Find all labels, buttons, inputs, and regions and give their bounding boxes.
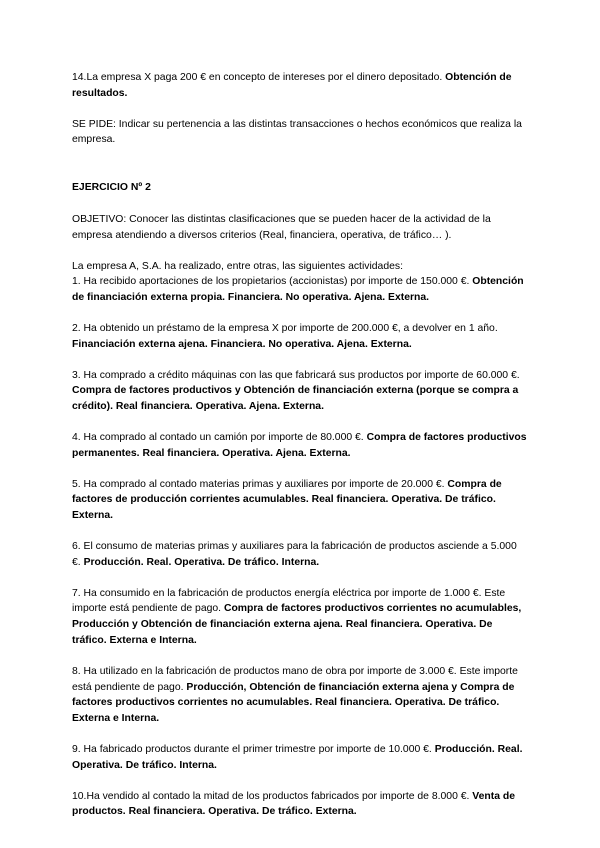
intro-line: La empresa A, S.A. ha realizado, entre otras, las siguientes actividades:: [72, 260, 403, 272]
item-10-answer: Venta de productos. Real financiera. Operativa. De tráfico. Externa.: [72, 790, 516, 818]
item-6-answer: Producción. Real. Operativa. De tráfico. Interna.: [83, 556, 320, 568]
item-3: [72, 368, 528, 415]
item-3-text: 3. Ha comprado a crédito máquinas con las que fabricará sus productos por importe de 60.000 €.: [72, 369, 520, 381]
item-10: [72, 789, 528, 821]
document-page: [72, 70, 528, 835]
item-7: [72, 586, 528, 649]
item-2-answer: Financiación externa ajena. Financiera. No operativa. Ajena. Externa.: [72, 338, 412, 350]
item-6: [72, 539, 528, 571]
item-14-text: 14.La empresa X paga 200 € en concepto de intereses por el dinero depositado.: [72, 72, 446, 83]
item-4-answer: Compra de factores productivos permanentes. Real financiera. Operativa. Ajena. Externa.: [72, 431, 527, 459]
exercise-title: EJERCICIO Nº 2: [72, 182, 151, 194]
item-1-text: 1. Ha recibido aportaciones de los propietarios (accionistas) por importe de 150.000 €.: [72, 276, 473, 288]
item-5: [72, 477, 528, 524]
item-8-answer: Producción, Obtención de financiación externa ajena y Compra de factores productivos corrientes no acumulables. Real financiera. Operativa. De tráfico. Externa e Interna.: [72, 681, 515, 725]
item-9-answer: Producción. Real. Operativa. De tráfico. Interna.: [72, 743, 523, 771]
item-2: [72, 321, 528, 353]
objetivo-paragraph: OBJETIVO: Conocer las distintas clasificaciones que se pueden hacer de la actividad de la empresa atendiendo a diversos criterios (Real, financiera, operativa, de tráfico… ).: [72, 213, 491, 241]
item-7-text: 7. Ha consumido en la fabricación de productos energía eléctrica por importe de 1.000 €. Este importe está pendiente de pago.: [72, 587, 506, 615]
item-5-answer: Compra de factores de producción corrientes acumulables. Real financiera. Operativa. De tráfico. Externa.: [72, 478, 502, 522]
se-pide-instruction: SE PIDE: Indicar su pertenencia a las distintas transacciones o hechos económicos que realiza la empresa.: [72, 118, 522, 146]
item-2-text: 2. Ha obtenido un préstamo de la empresa X por importe de 200.000 €, a devolver en 1 año.: [72, 322, 498, 334]
item-3-answer: Compra de factores productivos y Obtención de financiación externa (porque se compra a crédito). Real financiera. Operativa. Ajena. Externa.: [72, 385, 519, 413]
item-14-answer: Obtención de resultados.: [72, 72, 512, 99]
item-7-answer: Compra de factores productivos corrientes no acumulables, Producción y Obtención de financiación externa ajena. Real financiera. Operativa. De tráfico. Externa e Interna.: [72, 603, 522, 646]
item-8-text: 8. Ha utilizado en la fabricación de productos mano de obra por importe de 3.000 €. Este importe está pendiente de pago.: [72, 665, 518, 693]
item-8: [72, 664, 528, 727]
item-10-text: 10.Ha vendido al contado la mitad de los productos fabricados por importe de 8.000 €.: [72, 790, 473, 802]
item-6-text: 6. El consumo de materias primas y auxiliares para la fabricación de productos asciende a 5.000 €.: [72, 540, 517, 568]
item-1-answer: Obtención de financiación externa propia. Financiera. No operativa. Ajena. Externa.: [72, 276, 524, 304]
item-4-text: 4. Ha comprado al contado un camión por importe de 80.000 €.: [72, 431, 367, 443]
item-5-text: 5. Ha comprado al contado materias primas y auxiliares por importe de 20.000 €.: [72, 478, 448, 490]
item-1: [72, 274, 528, 306]
item-14: [72, 70, 528, 102]
item-4: [72, 430, 528, 462]
item-9: [72, 742, 528, 774]
item-9-text: 9. Ha fabricado productos durante el primer trimestre por importe de 10.000 €.: [72, 743, 435, 755]
